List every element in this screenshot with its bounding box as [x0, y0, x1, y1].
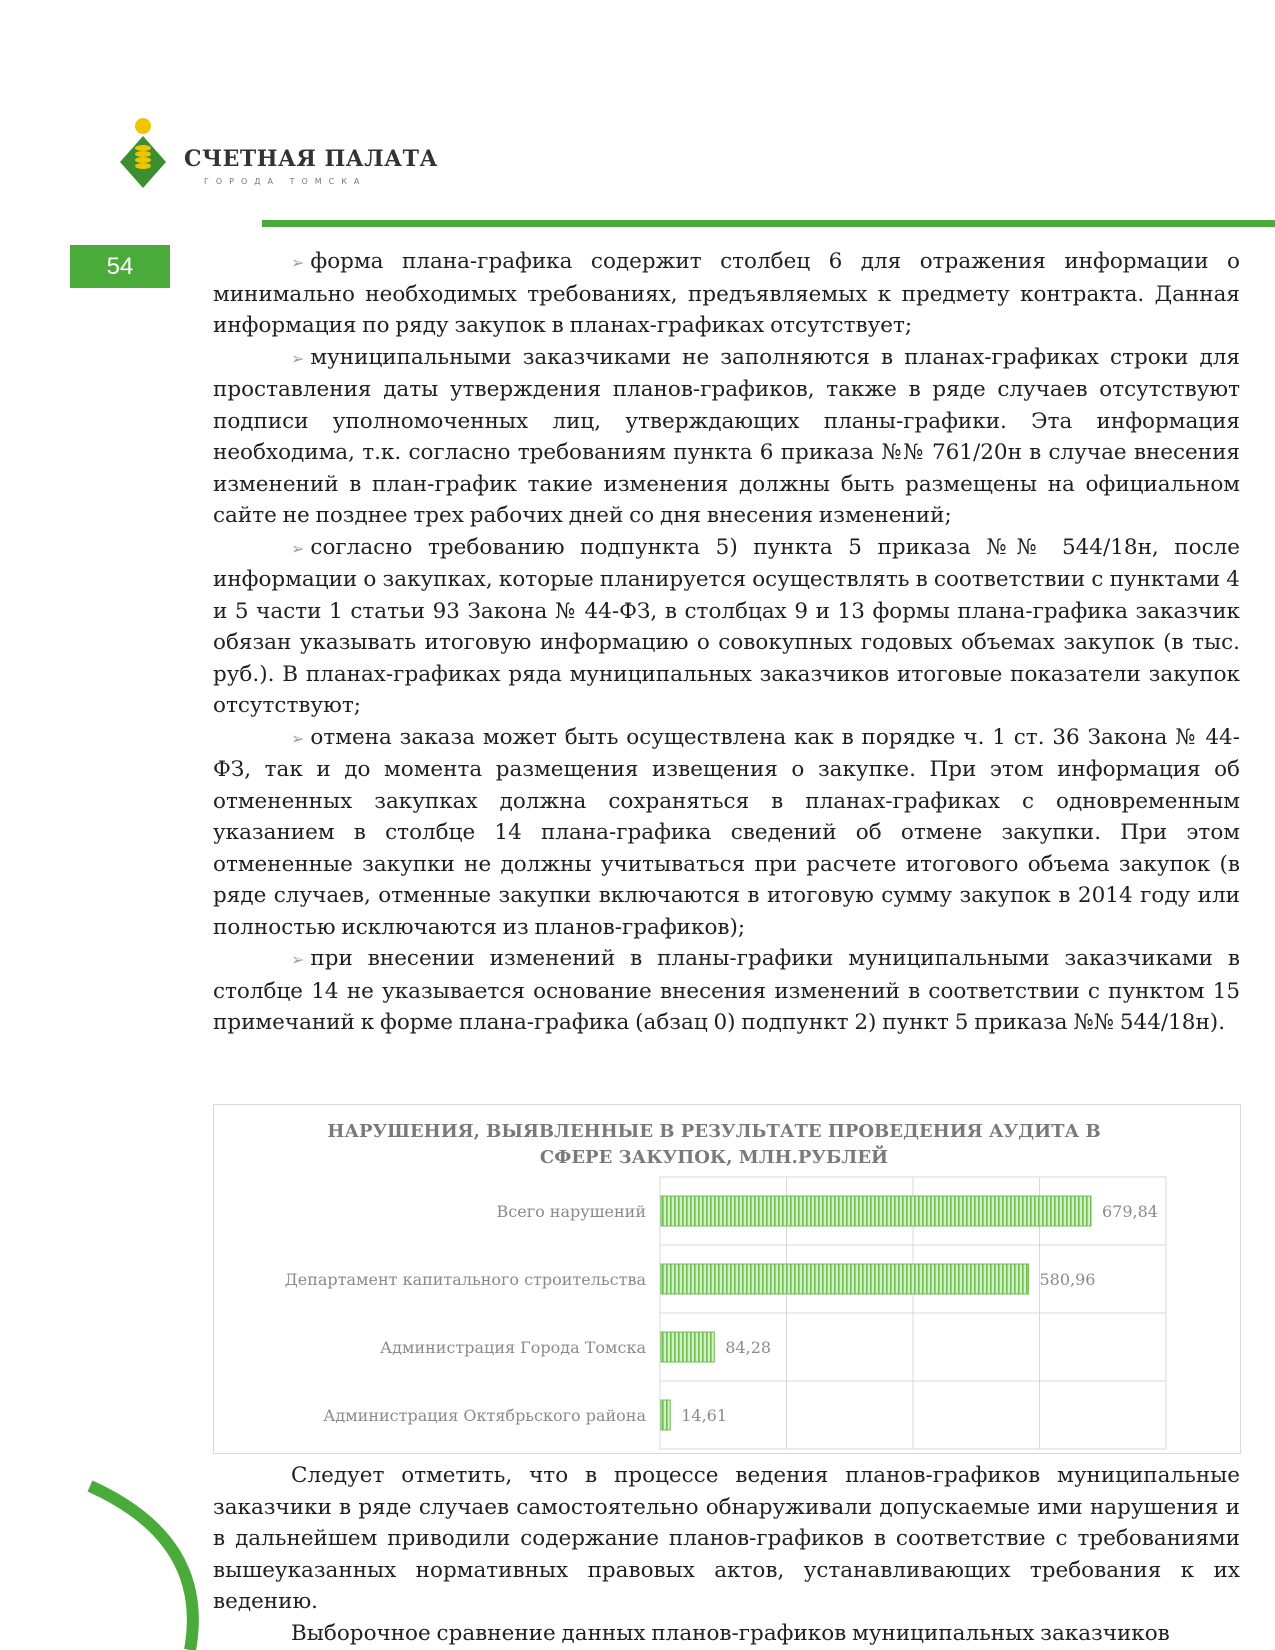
list-item — [213, 722, 1240, 944]
list-item-text: форма плана-графика содержит столбец 6 для отражения информации о минимально необходимых требованиях, предъявляемых к предмету контракта. Данная информация по ряду закупок в планах-графиках отсутствует; — [213, 249, 1240, 338]
data-label: 580,96 — [1039, 1270, 1096, 1289]
violations-chart — [213, 1104, 1241, 1454]
page-number: 54 — [70, 245, 170, 288]
list-item — [213, 246, 1240, 342]
bar — [661, 1400, 670, 1430]
data-label: 14,61 — [681, 1406, 728, 1425]
chart-title: НАРУШЕНИЯ, ВЫЯВЛЕННЫЕ В РЕЗУЛЬТАТЕ ПРОВЕДЕНИЯ АУДИТА В — [327, 1121, 1101, 1142]
arrow-bullet-icon: ➢ — [291, 348, 305, 368]
arrow-bullet-icon: ➢ — [291, 538, 305, 558]
list-item — [213, 943, 1240, 1039]
header-divider — [262, 220, 1275, 227]
list-item — [213, 342, 1240, 532]
data-label: 679,84 — [1101, 1202, 1158, 1221]
org-name: СЧЕТНАЯ ПАЛАТА — [184, 146, 438, 172]
bar — [661, 1332, 714, 1362]
category-label: Администрация Октябрьского района — [323, 1406, 646, 1425]
arrow-bullet-icon: ➢ — [291, 253, 305, 272]
category-label: Департамент капитального строительства — [284, 1270, 646, 1289]
bar — [661, 1196, 1091, 1226]
decorative-curve — [0, 1470, 200, 1650]
category-label: Всего нарушений — [496, 1202, 646, 1221]
list-item-text: при внесении изменений в планы-графики муниципальными заказчиками в столбце 14 не указывается основание внесения изменений в соответствии с пунктом 15 примечаний к форме плана-графика (абзац 0) подпункт 2) пункт 5 приказа №№ 544/18н). — [213, 946, 1240, 1035]
arrow-bullet-icon: ➢ — [291, 950, 305, 969]
paragraph: Выборочное сравнение данных планов-графиков муниципальных заказчиков — [291, 1620, 1170, 1646]
chart-title-line2: СФЕРЕ ЗАКУПОК, МЛН.РУБЛЕЙ — [539, 1147, 889, 1168]
chart-svg — [214, 1105, 1240, 1453]
logo-dot — [135, 118, 151, 134]
list-item-text: муниципальными заказчиками не заполняются в планах-графиках строки для проставления даты утверждения планов-графиков, также в ряде случаев отсутствуют подписи уполномоченных лиц, утверждающих планы-графики. Эта информация необходима, т.к. согласно требованиям пункта 6 приказа №№ 761/20н в случае внесения изменений в план-график такие изменения должны быть размещены на официальном сайте не позднее трех рабочих дней со дня внесения изменений; — [213, 344, 1240, 528]
paragraph: Следует отметить, что в процессе ведения планов-графиков муниципальные заказчики в ряде случаев самостоятельно обнаруживали допускаемые ими нарушения и в дальнейшем приводили содержание планов-графиков в соответствие с требованиями вышеуказанных нормативных правовых актов, устанавливающих требования к их ведению. — [213, 1463, 1240, 1614]
list-item — [213, 532, 1240, 722]
list-item-text: согласно требованию подпункта 5) пункта 5 приказа №№ 544/18н, после информации о закупках, которые планируется осуществлять в соответствии с пунктами 4 и 5 части 1 статьи 93 Закона № 44-ФЗ, в столбцах 9 и 13 формы плана-графика заказчик обязан указывать итоговую информацию о совокупных годовых объемах закупок (в тыс. руб.). В планах-графиках ряда муниципальных заказчиков итоговые показатели закупок отсутствуют; — [213, 534, 1240, 718]
list-item-text: отмена заказа может быть осуществлена как в порядке ч. 1 ст. 36 Закона № 44-ФЗ, так и до момента размещения извещения о закупке. При этом информация об отмененных закупках должна сохраняться в планах-графиках с одновременным указанием в столбце 14 плана-графика сведений об отмене закупки. При этом отмененные закупки не должны учитываться при расчете итогового объема закупок (в ряде случаев, отменные закупки включаются в итоговую сумму закупок в 2014 году или полностью исключаются из планов-графиков); — [213, 724, 1240, 940]
closing-text — [213, 1460, 1240, 1649]
bullet-list — [213, 246, 1240, 1039]
data-label: 84,28 — [725, 1338, 772, 1357]
org-subtitle: ГОРОДА ТОМСКА — [204, 177, 367, 186]
category-label: Администрация Города Томска — [380, 1338, 646, 1357]
bar — [661, 1264, 1028, 1294]
arrow-bullet-icon: ➢ — [291, 728, 305, 748]
